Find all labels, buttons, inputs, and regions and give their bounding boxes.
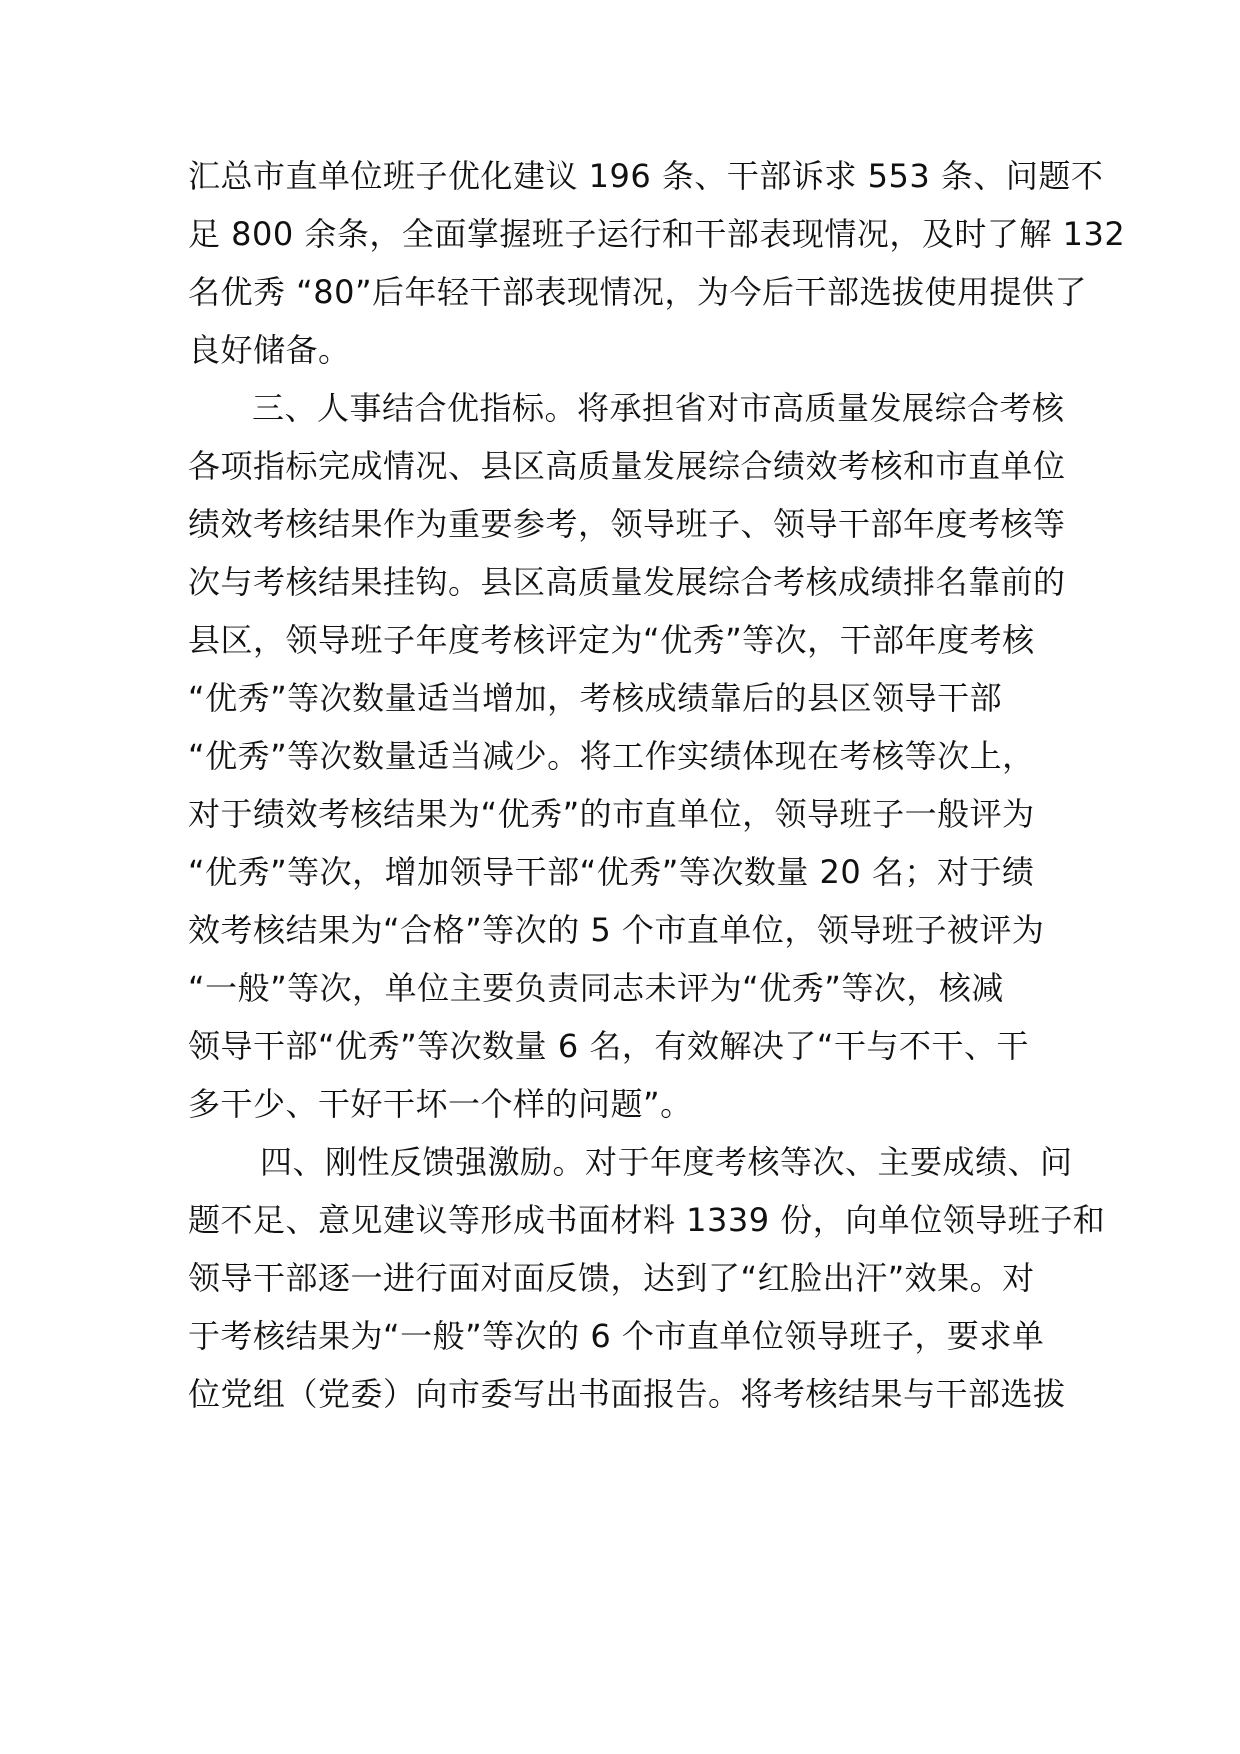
paragraph-line: 三、人事结合优指标。将承担省对市高质量发展综合考核 [252, 389, 1065, 427]
paragraph-line: 良好储备。 [188, 331, 351, 369]
paragraph-line: 领导干部“优秀”等次数量 6 名，有效解决了“干与不干、干 [188, 1027, 1029, 1065]
paragraph-line: 位党组（党委）向市委写出书面报告。将考核结果与干部选拔 [188, 1375, 1066, 1413]
paragraph-line: 县区，领导班子年度考核评定为“优秀”等次，干部年度考核 [188, 621, 1035, 659]
paragraph-line: 对于绩效考核结果为“优秀”的市直单位，领导班子一般评为 [188, 795, 1035, 833]
paragraph-line: 足 800 余条，全面掌握班子运行和干部表现情况，及时了解 132 [188, 215, 1126, 253]
paragraph-line: “一般”等次，单位主要负责同志未评为“优秀”等次，核减 [188, 969, 1004, 1007]
paragraph-line: 领导干部逐一进行面对面反馈，达到了“红脸出汗”效果。对 [188, 1259, 1035, 1297]
paragraph-line: 题不足、意见建议等形成书面材料 1339 份，向单位领导班子和 [188, 1201, 1106, 1239]
paragraph-line: “优秀”等次数量适当减少。将工作实绩体现在考核等次上， [188, 737, 1035, 775]
paragraph-line: 四、刚性反馈强激励。对于年度考核等次、主要成绩、问 [260, 1143, 1073, 1181]
paragraph-line: “优秀”等次数量适当增加，考核成绩靠后的县区领导干部 [188, 679, 1003, 717]
paragraph-line: 效考核结果为“合格”等次的 5 个市直单位，领导班子被评为 [188, 911, 1045, 949]
paragraph-line: 于考核结果为“一般”等次的 6 个市直单位领导班子，要求单 [188, 1317, 1045, 1355]
paragraph-line: 各项指标完成情况、县区高质量发展综合绩效考核和市直单位 [188, 447, 1066, 485]
paragraph-line: 多干少、干好干坏一个样的问题”。 [188, 1085, 693, 1123]
paragraph-line: 名优秀 “80”后年轻干部表现情况，为今后干部选拔使用提供了 [188, 273, 1088, 311]
paragraph-line: “优秀”等次，增加领导干部“优秀”等次数量 20 名；对于绩 [188, 853, 1035, 891]
paragraph-line: 汇总市直单位班子优化建议 196 条、干部诉求 553 条、问题不 [188, 157, 1104, 195]
paragraph-line: 绩效考核结果作为重要参考，领导班子、领导干部年度考核等 [188, 505, 1066, 543]
paragraph-line: 次与考核结果挂钩。县区高质量发展综合考核成绩排名靠前的 [188, 563, 1066, 601]
